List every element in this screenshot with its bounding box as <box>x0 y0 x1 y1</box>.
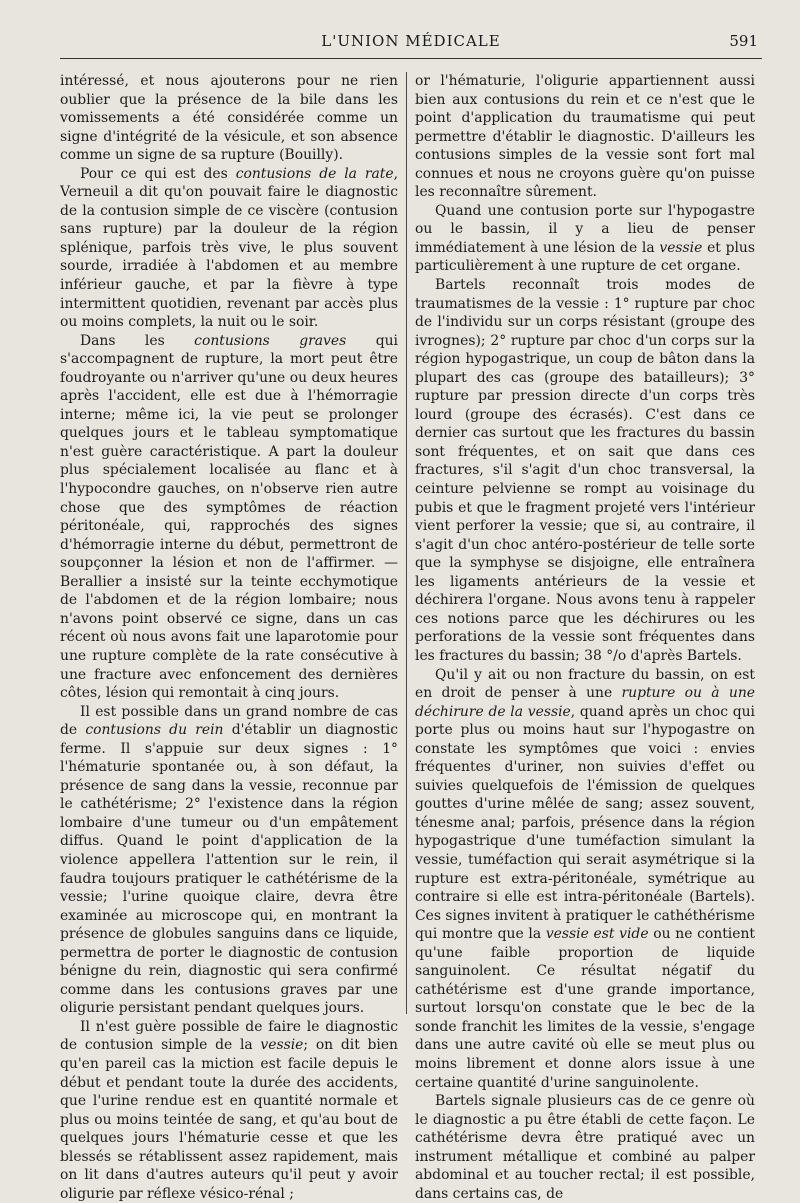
text-run: qui s'accompagnent de rupture, la mort peut être foudroyante ou n'arriver qu'une ou deux heures après l'accident, elle est due à l'hémorragie interne; même ici, la vie peut se prolonger quelques jours et le tableau symptomatique n'est guère caractéristique. A part la douleur plus spécialement localisée au flanc et à l'hypocondre gauches, on n'observe rien autre chose que des symptômes de réaction péritonéale, qui, rapprochés des signes d'hémorragie interne du début, permettront de soupçonner la lésion et non de l'affirmer. — Berallier a insisté sur la teinte ecchymotique de l'abdomen et de la région lombaire; nous n'avons point observé ce signe, dans un cas récent où nous avons fait une laparotomie pour une rupture complète de la rate consécutive à une fracture avec enfoncement des dernières côtes, lésion qui remontait à cinq jours. <box>60 332 398 702</box>
page-number: 591 <box>729 32 758 50</box>
paragraph <box>60 72 398 165</box>
text-run: d'établir un diagnostic ferme. Il s'appuie sur deux signes : 1° l'hématurie spontanée ou, à son défaut, la présence de sang dans la vessie, reconnue par le cathétérisme; 2° l'existence dans la région lombaire d'une tumeur ou d'un empâtement diffus. Quand le point d'application de la violence appellera l'attention sur le rein, il faudra toujours pratiquer le cathétérisme de la vessie; l'urine quoique claire, devra être examinée au microscope qui, en montrant la présence de globules sanguins dans ce liquide, permettra de porter le diagnostic de contusion bénigne du rein, diagnostic qui sera confirmé comme dans les contusions graves par une oligurie persistant pendant quelques jours. <box>60 722 399 1017</box>
italic-text: vessie <box>260 1037 304 1054</box>
paragraph <box>60 703 398 1018</box>
paragraph <box>415 202 755 276</box>
text-run: , quand après un choc qui porte plus ou moins haut sur l'hypogastre on constate les symptômes que voici : envies fréquentes d'uriner, non suivies d'effet ou suivies quelquefois de l'émission de quelques gouttes d'urine mêlée de sang; assez souvent, ténesme anal; parfois, présence dans la région hypogastrique d'une tuméfaction simulant la vessie, tuméfaction qui serait asymétrique si la rupture est extra-péritonéale, symétrique au contraire si elle est intra-péritonéale (Bartels). Ces signes invitent à pratiquer le cathéthérisme qui montre que la <box>415 703 755 943</box>
text-run: Dans les <box>80 332 195 349</box>
header-rule <box>60 58 762 59</box>
paragraph <box>60 1018 398 1203</box>
italic-text: vessie <box>659 239 703 256</box>
left-column <box>60 72 398 1203</box>
paragraph <box>60 165 398 332</box>
text-run: Quand une contusion porte sur l'hypogastre ou le bassin, il y a lieu de penser immédiatement à une lésion de la <box>415 202 755 256</box>
text-run: Pour ce qui est des <box>80 165 236 182</box>
column-divider <box>406 72 407 1014</box>
italic-text: contusions graves <box>194 332 347 349</box>
paragraph <box>415 276 755 665</box>
text-run: ou ne contient qu'une faible proportion de liquide sanguinolent. Ce résultat négatif du cathétérisme est d'une grande importance, surtout lorsqu'on constate que le bec de la sonde franchit les limites de la vessie, s'engage dans une autre cavité où elle se meut plus ou moins librement et donne alors issue à une certaine quantité d'urine sanguinolente. <box>415 926 755 1091</box>
paragraph <box>415 72 755 202</box>
text-run: intéressé, et nous ajouterons pour ne rien oublier que la présence de la bile dans les vomissements a été considérée comme un signe d'intégrité de la vésicule, et son absence comme un signe de sa rupture (Bouilly). <box>60 73 398 164</box>
italic-text: rupture ou à une déchirure de la vessie <box>415 685 755 720</box>
italic-text: contusions du rein <box>85 722 224 739</box>
text-run: ; on dit bien qu'en pareil cas la miction est facile depuis le début et pendant toute la durée des accidents, que l'urine rendue est en quantité normale et plus ou moins teintée de sang, et qu'au bout de quelques jours l'hématurie cesse et que les blessés se rétablissent assez rapidement, mais on lit dans d'autres auteurs qu'il peut y avoir oligurie par réflexe vésico-rénal ; <box>60 1037 399 1202</box>
paragraph <box>60 332 398 703</box>
text-run: et plus particulièrement à une rupture de cet organe. <box>415 239 755 275</box>
text-run: Bartels reconnaît trois modes de traumatismes de la vessie : 1° rupture par choc de l'individu sur un corps résistant (groupe des ivrognes); 2° rupture par choc d'un corps sur la région hypogastrique, un coup de bâton dans la plupart des cas (groupe des batailleurs); 3° rupture par pression directe d'un corps très lourd (groupe des écrasés). C'est dans ce dernier cas surtout que les fractures du bassin sont fréquentes, et on sait que dans ces fractures, s'il s'agit d'un choc transversal, la ceinture pelvienne se rompt au voisinage du pubis et que le fragment projeté vers l'intérieur vient perforer la vessie; que si, au contraire, il s'agit d'un choc antéro-postérieur de telle sorte que la symphyse se disjoigne, elle entraînera les ligaments antérieurs de la vessie et déchirera l'organe. Nous avons tenu à rappeler ces notions parce que les déchirures ou les perforations de la vessie sont fréquentes dans les fractures du bassin; 38 °/o d'après Bartels. <box>415 277 755 664</box>
paragraph <box>415 1092 755 1203</box>
italic-text: contusions de la rate <box>235 165 394 182</box>
text-run: Bartels signale plusieurs cas de ce genre où le diagnostic a pu être établi de cette façon. Le cathétérisme devra être pratiqué avec un instrument métallique et combiné au palper abdominal et au toucher rectal; il est possible, dans certains cas, de <box>415 1093 755 1202</box>
text-run: or l'hématurie, l'oligurie appartiennent aussi bien aux contusions du rein et ce n'est que le point d'application du traumatisme qui peut permettre d'établir le diagnostic. D'ailleurs les contusions simples de la vessie sont fort mal connues et nous ne croyons guère qu'on puisse les reconnaître sûrement. <box>415 73 755 201</box>
text-run: Il n'est guère possible de faire le diagnostic de contusion simple de la <box>60 1018 398 1054</box>
italic-text: vessie est vide <box>545 926 649 943</box>
page-header <box>60 32 762 54</box>
text-run: , Verneuil a dit qu'on pouvait faire le diagnostic de la contusion simple de ce viscère (contusion sans rupture) par la douleur de la région splénique, parfois très vive, le plus souvent sourde, irradiée à l'abdomen et au membre inférieur gauche, et par la fièvre à type intermittent quotidien, revenant par accès plus ou moins complets, la nuit ou le soir. <box>60 165 398 331</box>
paragraph <box>415 666 755 1093</box>
text-run: Il est possible dans un grand nombre de cas de <box>60 703 398 739</box>
running-title: L'UNION MÉDICALE <box>321 32 501 50</box>
text-run: Qu'il y ait ou non fracture du bassin, on est en droit de penser à une <box>415 666 755 702</box>
right-column <box>415 72 755 1203</box>
